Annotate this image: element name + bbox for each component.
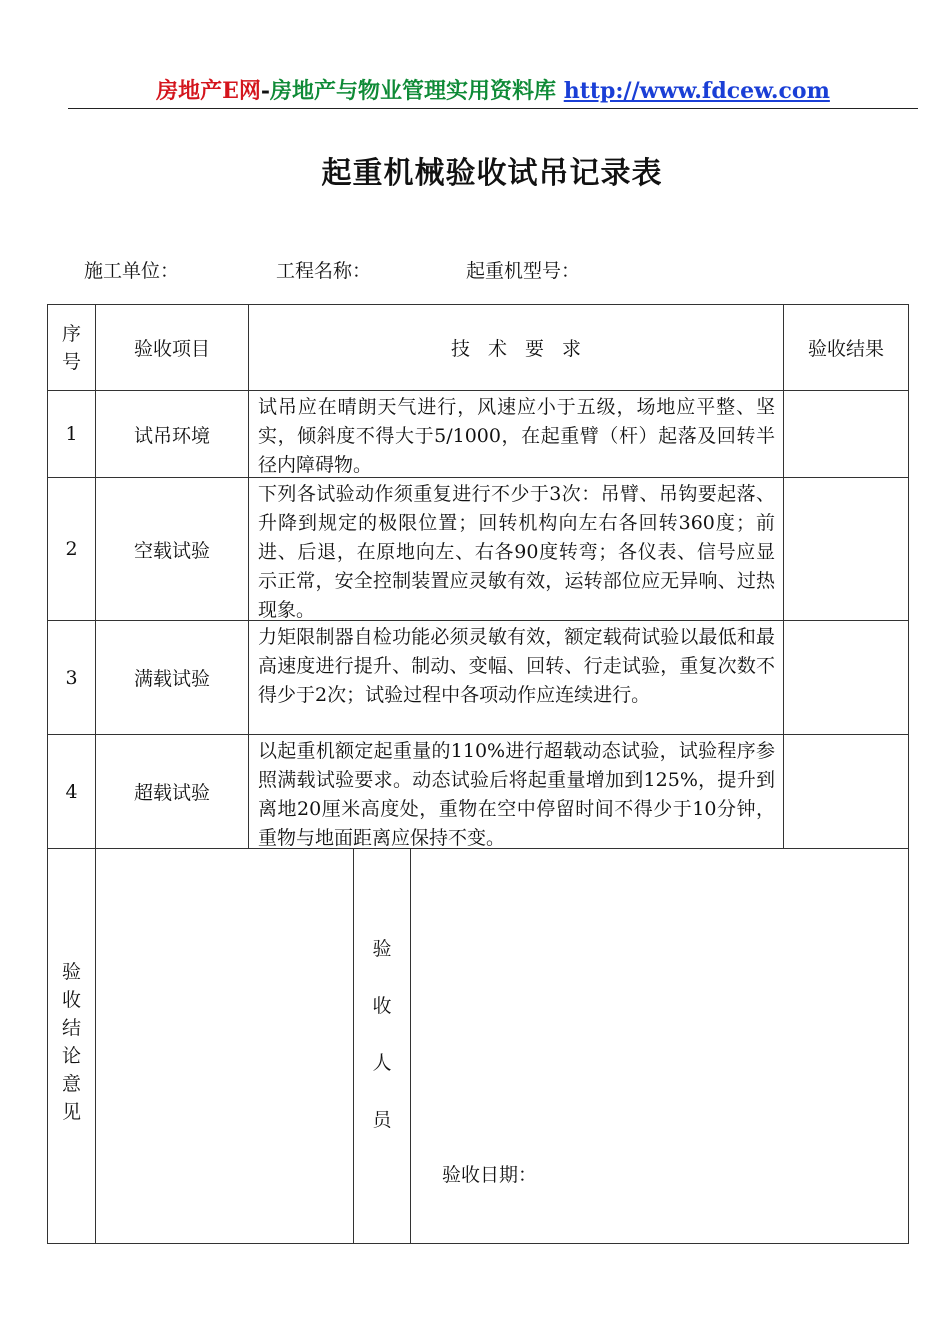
row2-result[interactable]	[783, 477, 909, 621]
header-seq: 序 号	[47, 304, 96, 391]
row1-seq: 1	[47, 390, 96, 478]
row2-seq: 2	[47, 477, 96, 621]
row4-result[interactable]	[783, 734, 909, 849]
inspection-date-label: 验收日期：	[442, 1164, 538, 1186]
header-item: 验收项目	[95, 304, 249, 391]
row3-seq: 3	[47, 620, 96, 735]
row4-requirement: 以起重机额定起重量的110%进行超载动态试验，试验程序参照满载试验要求。动态试验后将起重量增加到125%，提升到离地20厘米高度处，重物在空中停留时间不得少于10分钟，重物与地面距离应保持不变。	[248, 734, 784, 849]
site-link[interactable]: http://www.fdcew.com	[563, 78, 830, 104]
conclusion-field[interactable]	[95, 848, 354, 1244]
row3-item: 满载试验	[95, 620, 249, 735]
row2-item: 空载试验	[95, 477, 249, 621]
row1-requirement: 试吊应在晴朗天气进行，风速应小于五级，场地应平整、坚实，倾斜度不得大于5/1000，在起重臂（杆）起落及回转半径内障碍物。	[248, 390, 784, 478]
row1-item: 试吊环境	[95, 390, 249, 478]
row1-result[interactable]	[783, 390, 909, 478]
row4-seq: 4	[47, 734, 96, 849]
brand-name: 房地产E网	[156, 78, 261, 104]
row2-requirement: 下列各试验动作须重复进行不少于3次：吊臂、吊钩要起落、升降到规定的极限位置；回转机构向左右各回转360度；前进、后退，在原地向左、右各90度转弯；各仪表、信号应显示正常，安全控制装置应灵敏有效，运转部位应无异响、过热现象。	[248, 477, 784, 621]
header-requirement: 技 术 要 求	[248, 304, 784, 391]
project-name-label: 工程名称：	[276, 260, 372, 282]
brand-tagline: 房地产与物业管理实用资料库	[270, 78, 557, 104]
page-title: 起重机械验收试吊记录表	[321, 156, 663, 191]
brand-dash: -	[260, 78, 271, 104]
site-header	[68, 74, 918, 109]
inspector-label: 验 收 人 员	[353, 848, 411, 1244]
conclusion-label: 验 收 结 论 意 见	[47, 848, 96, 1244]
header-result: 验收结果	[783, 304, 909, 391]
row3-requirement: 力矩限制器自检功能必须灵敏有效，额定载荷试验以最低和最高速度进行提升、制动、变幅、回转、行走试验，重复次数不得少于2次；试验过程中各项动作应连续进行。	[248, 620, 784, 735]
row3-result[interactable]	[783, 620, 909, 735]
construction-unit-label: 施工单位：	[84, 260, 180, 282]
crane-model-label: 起重机型号：	[466, 260, 581, 282]
row4-item: 超载试验	[95, 734, 249, 849]
